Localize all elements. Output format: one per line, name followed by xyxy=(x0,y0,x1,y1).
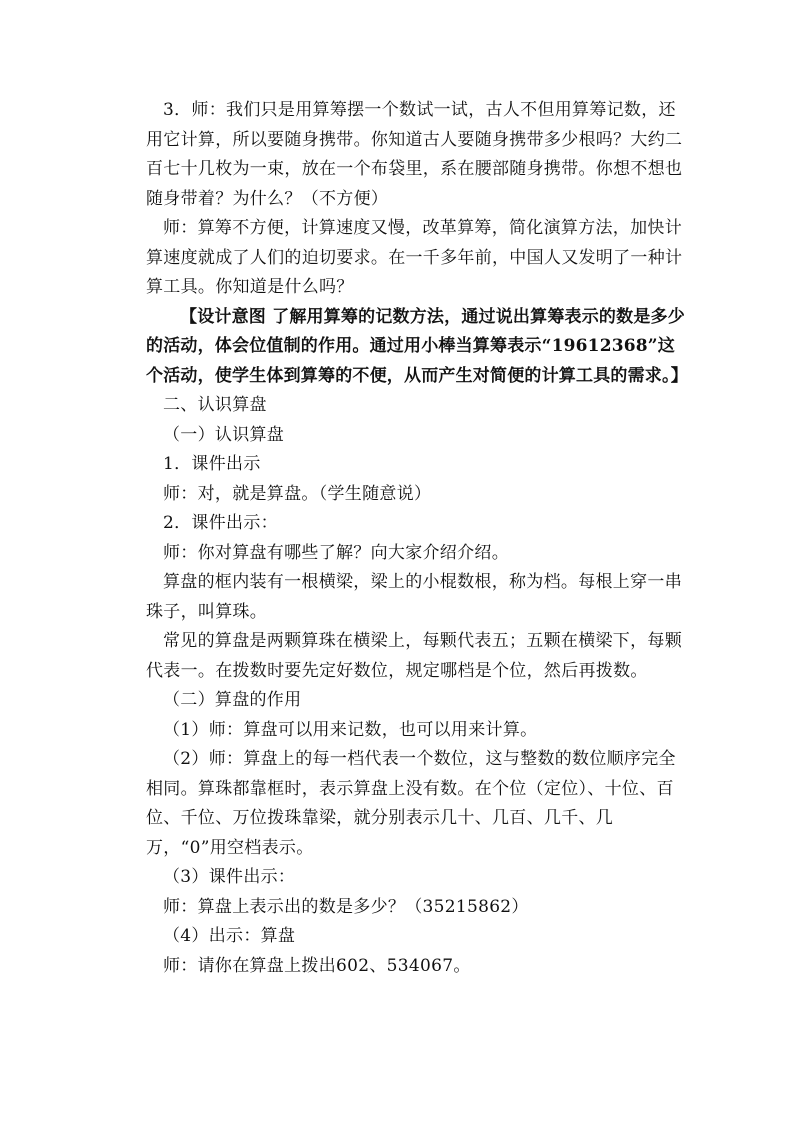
list-item-courseware-2: 2．课件出示： xyxy=(163,513,278,533)
paragraph-abacus-structure: 算盘的框内装有一根横梁，梁上的小棍数根，称为档。每根上穿一串珠子，叫算珠。 xyxy=(146,572,682,622)
document-body xyxy=(146,96,686,981)
paragraph-abacus-beads: 常见的算盘是两颗算珠在横梁上，每颗代表五；五颗在横梁下，每颗代表一。在拨数时要先定好数位，规定哪档是个位，然后再拨数。 xyxy=(146,631,682,681)
subsection-heading-know-abacus: （一）认识算盘 xyxy=(163,424,285,445)
paragraph-abacus-number-question: 师：算盘上表示出的数是多少？（35215862） xyxy=(163,896,529,917)
list-item-function-2: （2）师：算盘上的每一档代表一个数位，这与整数的数位顺序完全相同。算珠都靠框时，表示算盘上没有数。在个位（定位）、十位、百位、千位、万位拨珠靠梁，就分别表示几十、几百、几千、几万，“0”用空档表示。 xyxy=(146,749,676,858)
section-heading-know-abacus: 二、认识算盘 xyxy=(163,395,267,415)
paragraph-ancient-counting-rods: 3．师：我们只是用算筹摆一个数试一试，古人不但用算筹记数，还用它计算，所以要随身携带。你知道古人要随身携带多少根吗？大约二百七十几枚为一束，放在一个布袋里，系在腰部随身携带。你想不想也随身带着？为什么？（不方便） xyxy=(146,100,683,209)
list-item-function-1: （1）师：算盘可以用来记数，也可以用来计算。 xyxy=(163,719,538,740)
paragraph-teacher-question: 师：你对算盘有哪些了解？向大家介绍介绍。 xyxy=(163,542,509,563)
list-item-function-4: （4）出示：算盘 xyxy=(163,926,296,946)
list-item-function-3: （3）课件出示： xyxy=(163,867,296,887)
paragraph-design-intent: 【设计意图 了解用算筹的记数方法，通过说出算筹表示的数是多少的活动，体会位值制的作用。通过用小棒当算筹表示“19612368”这个活动，使学生体到算筹的不便，从而产生对简便的计算工具的需求。】 xyxy=(146,306,688,386)
paragraph-rods-inconvenient: 师：算筹不方便，计算速度又慢，改革算筹，简化演算方法，加快计算速度就成了人们的迫切要求。在一千多年前，中国人又发明了一种计算工具。你知道是什么吗？ xyxy=(146,218,683,297)
paragraph-abacus-exercise: 师：请你在算盘上拨出602、534067。 xyxy=(163,955,471,976)
paragraph-teacher-abacus: 师：对，就是算盘。（学生随意说） xyxy=(163,483,432,504)
subsection-heading-abacus-function: （二）算盘的作用 xyxy=(163,690,302,710)
list-item-courseware-1: 1．课件出示 xyxy=(163,454,261,474)
